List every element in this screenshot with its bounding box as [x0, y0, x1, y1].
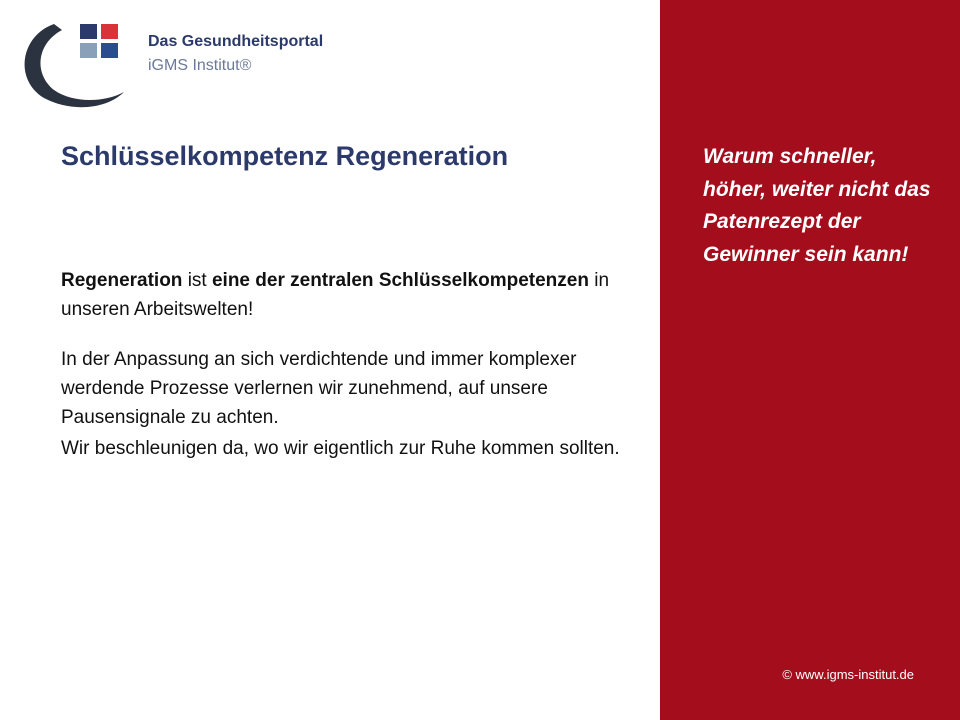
- paragraph-2: In der Anpassung an sich verdichtende und immer komplexer werdende Prozesse verlernen wir zunehmend, auf unsere Pausensignale zu achten.: [61, 349, 577, 428]
- slide-body: [61, 266, 639, 463]
- logo-square-red: [101, 24, 118, 39]
- brand-logo: [14, 14, 344, 114]
- bold-term-key-competencies: eine der zentralen Schlüsselkompetenzen: [211, 270, 589, 291]
- paragraph-1-text-a: ist: [182, 270, 212, 291]
- side-quote: Warum schneller, höher, weiter nicht das Patenrezept der Gewinner sein kann!: [703, 145, 931, 266]
- copyright-notice: © www.igms-institut.de: [782, 667, 914, 682]
- brand-subtitle: iGMS Institut®: [148, 57, 252, 74]
- bold-term-regeneration: Regeneration: [61, 270, 183, 291]
- slide-heading: Schlüsselkompetenz Regeneration: [61, 141, 509, 171]
- logo-square-blue: [101, 43, 118, 58]
- logo-square-grey: [80, 43, 97, 58]
- logo-square-navy: [80, 24, 97, 39]
- paragraph-3: Wir beschleunigen da, wo wir eigentlich zur Ruhe kommen sollten.: [61, 438, 620, 459]
- side-panel: [660, 0, 960, 720]
- paragraph-1: [61, 266, 639, 324]
- logo-mark: [14, 14, 144, 114]
- paragraph-1-text-b: in unseren Arbeitswelten!: [61, 270, 610, 320]
- brand-title: Das Gesundheitsportal: [148, 33, 324, 50]
